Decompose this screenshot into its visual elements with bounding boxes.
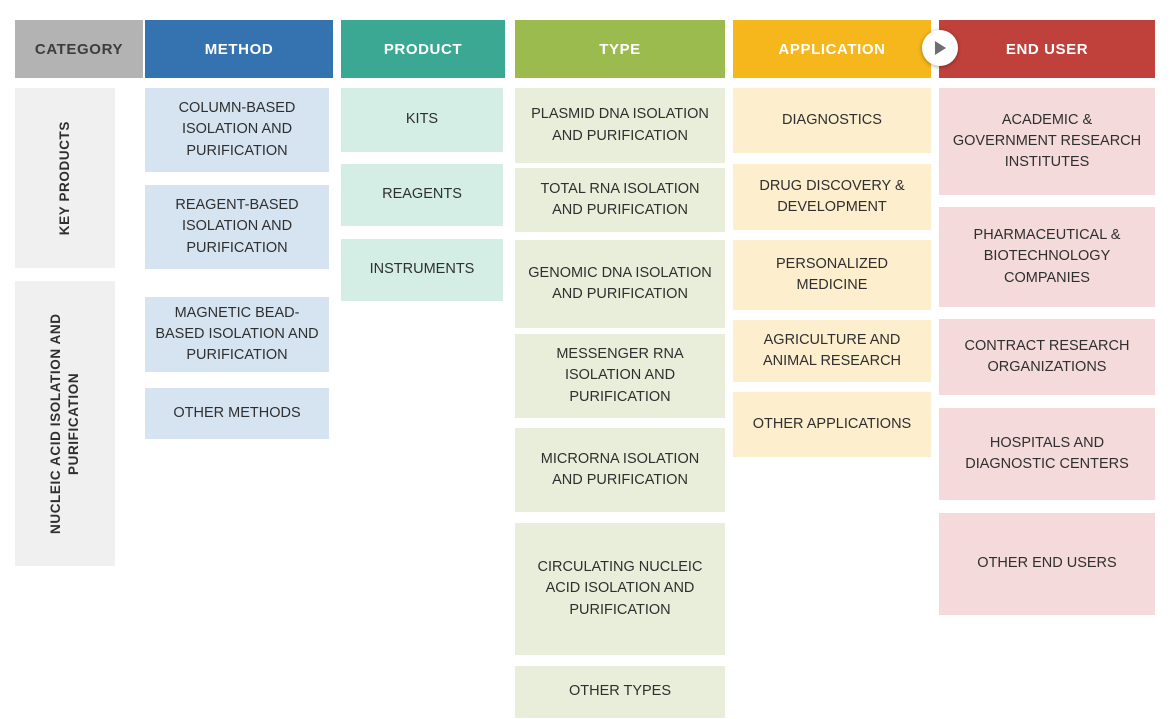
play-icon[interactable] bbox=[922, 30, 958, 66]
cell-label: MAGNETIC BEAD-BASED ISOLATION AND PURIFICATION bbox=[155, 304, 319, 364]
end-user-item-hospitals-diagnostic-centers[interactable] bbox=[939, 408, 1155, 500]
cell-label: HOSPITALS AND DIAGNOSTIC CENTERS bbox=[965, 434, 1129, 472]
cell-label: OTHER APPLICATIONS bbox=[752, 415, 912, 432]
method-item-other-methods[interactable] bbox=[145, 388, 329, 439]
product-item-instruments[interactable] bbox=[341, 239, 503, 301]
column-header-category: CATEGORY bbox=[15, 20, 143, 78]
type-item-total-rna[interactable] bbox=[515, 168, 725, 232]
type-item-genomic-dna[interactable] bbox=[515, 240, 725, 328]
type-item-plasmid-dna[interactable] bbox=[515, 88, 725, 163]
end-user-item-pharma-biotech[interactable] bbox=[939, 207, 1155, 307]
column-header-method: METHOD bbox=[145, 20, 333, 78]
cell-label: AGRICULTURE AND ANIMAL RESEARCH bbox=[762, 331, 902, 369]
cell-label: OTHER METHODS bbox=[173, 404, 301, 421]
cell-label: CIRCULATING NUCLEIC ACID ISOLATION AND PURIFICATION bbox=[537, 559, 703, 618]
cell-label: REAGENTS bbox=[382, 186, 462, 203]
column-method bbox=[145, 20, 333, 78]
application-item-personalized-medicine[interactable] bbox=[733, 240, 931, 310]
end-user-item-contract-research[interactable] bbox=[939, 319, 1155, 395]
end-user-item-other-end-users[interactable] bbox=[939, 513, 1155, 615]
cell-label: OTHER END USERS bbox=[977, 555, 1117, 572]
column-type bbox=[515, 20, 725, 78]
end-user-item-academic-government[interactable] bbox=[939, 88, 1155, 195]
column-header-product: PRODUCT bbox=[341, 20, 505, 78]
column-end-user bbox=[939, 20, 1155, 78]
category-label-key-products bbox=[15, 88, 115, 268]
cell-label: CONTRACT RESEARCH ORGANIZATIONS bbox=[964, 337, 1130, 375]
cell-label: DIAGNOSTICS bbox=[782, 111, 882, 128]
cell-label: PLASMID DNA ISOLATION AND PURIFICATION bbox=[531, 106, 709, 144]
cell-label: PHARMACEUTICAL & BIOTECHNOLOGY COMPANIES bbox=[973, 227, 1121, 286]
cell-label: PERSONALIZED MEDICINE bbox=[776, 255, 888, 293]
cell-label: ACADEMIC & GOVERNMENT RESEARCH INSTITUTES bbox=[952, 111, 1142, 170]
cell-label: COLUMN-BASED ISOLATION AND PURIFICATION bbox=[178, 100, 296, 159]
application-item-drug-discovery[interactable] bbox=[733, 164, 931, 230]
category-label-text: KEY PRODUCTS bbox=[56, 120, 72, 236]
column-application bbox=[733, 20, 931, 78]
column-header-end-user: END USER bbox=[939, 20, 1155, 78]
column-header-type: TYPE bbox=[515, 20, 725, 78]
type-item-microrna[interactable] bbox=[515, 428, 725, 512]
type-item-messenger-rna[interactable] bbox=[515, 334, 725, 418]
cell-label: TOTAL RNA ISOLATION AND PURIFICATION bbox=[540, 180, 700, 218]
cell-label: MICRORNA ISOLATION AND PURIFICATION bbox=[540, 450, 700, 488]
method-item-magnetic-bead[interactable] bbox=[145, 297, 329, 372]
cell-label: KITS bbox=[405, 111, 439, 128]
product-item-reagents[interactable] bbox=[341, 164, 503, 226]
cell-label: OTHER TYPES bbox=[568, 683, 672, 700]
cell-label: DRUG DISCOVERY & DEVELOPMENT bbox=[759, 177, 905, 215]
method-item-column-based[interactable] bbox=[145, 88, 329, 172]
cell-label: REAGENT-BASED ISOLATION AND PURIFICATION bbox=[175, 197, 299, 256]
column-product bbox=[341, 20, 505, 78]
column-category bbox=[15, 20, 143, 78]
product-item-kits[interactable] bbox=[341, 88, 503, 152]
cell-label: INSTRUMENTS bbox=[369, 261, 475, 278]
column-header-application: APPLICATION bbox=[733, 20, 931, 78]
type-item-other-types[interactable] bbox=[515, 666, 725, 718]
method-item-reagent-based[interactable] bbox=[145, 185, 329, 269]
application-item-diagnostics[interactable] bbox=[733, 88, 931, 153]
type-item-circulating-nucleic-acid[interactable] bbox=[515, 523, 725, 655]
category-label-text: NUCLEIC ACID ISOLATION AND PURIFICATION bbox=[47, 313, 81, 534]
category-label-nucleic-acid bbox=[15, 281, 115, 566]
cell-label: MESSENGER RNA ISOLATION AND PURIFICATION bbox=[556, 346, 684, 405]
cell-label: GENOMIC DNA ISOLATION AND PURIFICATION bbox=[528, 264, 712, 302]
application-item-agriculture-animal-research[interactable] bbox=[733, 320, 931, 382]
application-item-other-applications[interactable] bbox=[733, 392, 931, 457]
